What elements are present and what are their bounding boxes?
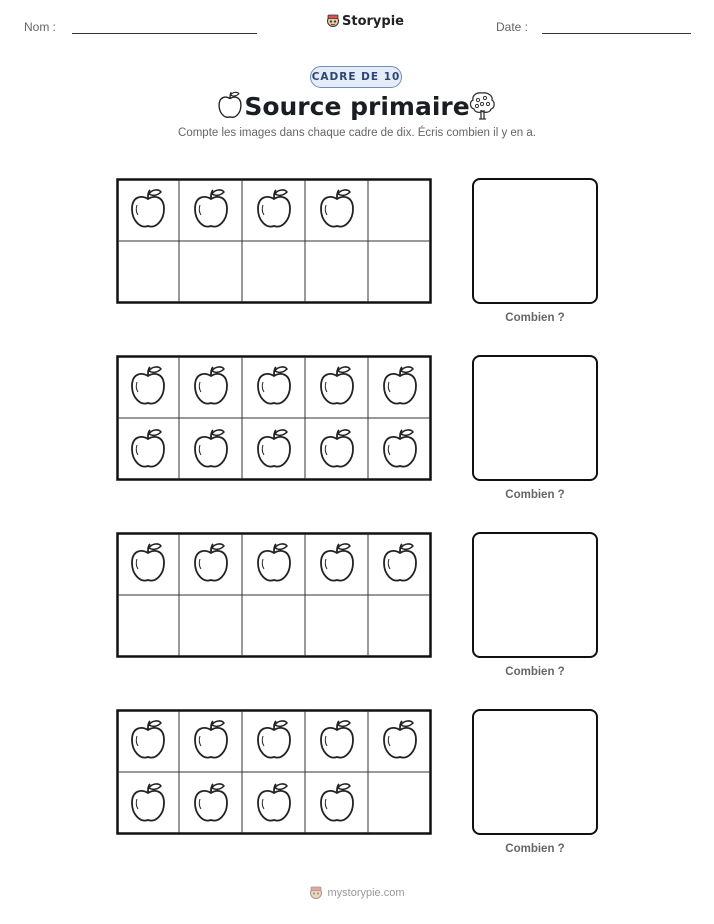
frame-cell: [179, 418, 242, 481]
apple-icon: [254, 719, 294, 763]
name-label: Nom :: [24, 20, 57, 34]
apple-icon: [191, 428, 231, 472]
frame-cell: [305, 532, 368, 595]
frame-cell: [242, 709, 305, 772]
apple-icon: [191, 188, 231, 232]
frame-cell: [368, 709, 431, 772]
frame-cell: [368, 178, 431, 241]
date-line[interactable]: [542, 33, 691, 34]
apple-icon: [254, 365, 294, 409]
frame-cell: [368, 595, 431, 658]
ten-frame-4: [116, 709, 432, 835]
frame-cell: [116, 178, 179, 241]
frame-cell: [305, 241, 368, 304]
date-label: Date :: [496, 20, 529, 34]
category-badge: CADRE DE 10: [310, 66, 402, 88]
apple-icon: [254, 188, 294, 232]
apple-icon: [191, 542, 231, 586]
answer-box-3[interactable]: [472, 532, 598, 658]
frame-cell: [242, 595, 305, 658]
frame-cell: [179, 709, 242, 772]
frame-cell: [116, 772, 179, 835]
frame-cell: [116, 241, 179, 304]
page-title: Source primaire: [244, 92, 470, 121]
frame-cell: [242, 241, 305, 304]
footer: [0, 885, 714, 901]
footer-url: mystorypie.com: [327, 887, 405, 899]
apple-icon: [128, 428, 168, 472]
brand-name: Storypie: [342, 13, 404, 29]
frame-cell: [368, 241, 431, 304]
storypie-mascot-icon: [309, 885, 323, 901]
brand-logo: [326, 13, 404, 29]
apple-icon: [128, 365, 168, 409]
apple-icon: [128, 542, 168, 586]
frame-cell: [116, 595, 179, 658]
apple-icon: [191, 719, 231, 763]
frame-cell: [179, 772, 242, 835]
frame-cell: [368, 532, 431, 595]
frame-cell: [368, 418, 431, 481]
frame-cell: [179, 355, 242, 418]
apple-icon: [191, 365, 231, 409]
apple-icon: [380, 365, 420, 409]
apple-tree-icon: [466, 89, 498, 121]
storypie-mascot-icon: [326, 13, 340, 29]
ten-frame-2: [116, 355, 432, 481]
answer-box-4[interactable]: [472, 709, 598, 835]
apple-icon: [254, 428, 294, 472]
frame-cell: [179, 532, 242, 595]
apple-icon: [254, 542, 294, 586]
frame-cell: [305, 178, 368, 241]
apple-icon: [128, 719, 168, 763]
name-line[interactable]: [72, 33, 257, 34]
apple-icon: [317, 782, 357, 826]
frame-cell: [305, 595, 368, 658]
apple-icon: [254, 782, 294, 826]
answer-box-2[interactable]: [472, 355, 598, 481]
apple-icon: [317, 542, 357, 586]
instructions: Compte les images dans chaque cadre de dix. Écris combien il y en a.: [178, 127, 536, 139]
answer-box-1[interactable]: [472, 178, 598, 304]
frame-cell: [242, 178, 305, 241]
frame-cell: [179, 178, 242, 241]
frame-cell: [368, 355, 431, 418]
apple-icon: [317, 188, 357, 232]
apple-icon: [128, 188, 168, 232]
frame-cell: [305, 709, 368, 772]
apple-icon: [128, 782, 168, 826]
apple-icon: [317, 719, 357, 763]
apple-icon: [380, 542, 420, 586]
frame-cell: [368, 772, 431, 835]
frame-cell: [242, 355, 305, 418]
answer-label-2: Combien ?: [505, 489, 565, 501]
frame-cell: [179, 241, 242, 304]
apple-icon: [380, 719, 420, 763]
frame-cell: [116, 418, 179, 481]
frame-cell: [305, 355, 368, 418]
ten-frame-3: [116, 532, 432, 658]
apple-icon: [317, 428, 357, 472]
answer-label-3: Combien ?: [505, 666, 565, 678]
frame-cell: [242, 418, 305, 481]
frame-cell: [305, 772, 368, 835]
apple-icon: [191, 782, 231, 826]
frame-cell: [305, 418, 368, 481]
apple-icon: [380, 428, 420, 472]
frame-cell: [179, 595, 242, 658]
frame-cell: [242, 532, 305, 595]
frame-cell: [116, 709, 179, 772]
answer-label-4: Combien ?: [505, 843, 565, 855]
frame-cell: [242, 772, 305, 835]
frame-cell: [116, 532, 179, 595]
ten-frame-1: [116, 178, 432, 304]
answer-label-1: Combien ?: [505, 312, 565, 324]
frame-cell: [116, 355, 179, 418]
apple-icon: [317, 365, 357, 409]
